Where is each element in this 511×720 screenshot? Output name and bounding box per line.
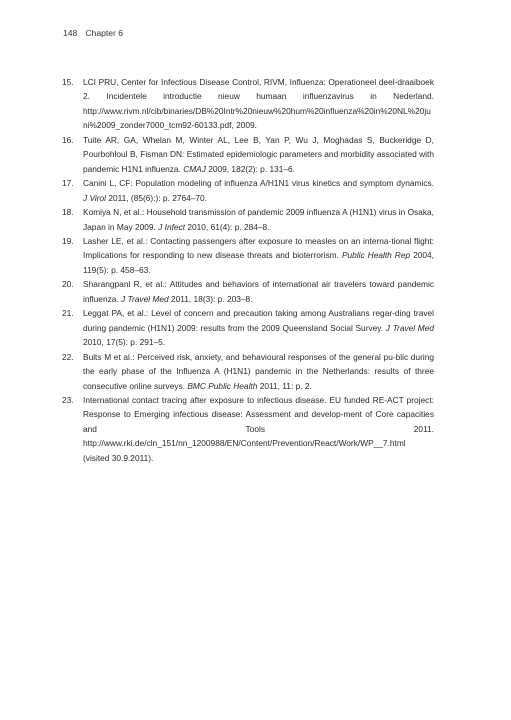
reference-volume: 2010, 17(5): p. 291–5.	[83, 337, 166, 348]
reference-item-17	[62, 176, 434, 205]
reference-item-23	[62, 393, 434, 465]
reference-item-20	[62, 277, 434, 306]
reference-item-19	[62, 234, 434, 277]
reference-text	[83, 350, 434, 393]
reference-journal: Public Health Rep	[341, 250, 411, 261]
reference-citation: Leggat PA, et al.: Level of concern and precaution taking among Australians regar-ding travel during pandemic (H1N1) 2009: results from the 2009 Queensland Social Survey.	[83, 308, 434, 333]
reference-item-16	[62, 133, 434, 176]
reference-text	[83, 133, 434, 176]
reference-volume: 2011, 11: p. 2.	[257, 380, 312, 391]
reference-citation: Komiya N, et al.: Household transmission of pandemic 2009 influenza A (H1N1) virus in Osaka, Japan in May 2009.	[83, 207, 434, 232]
reference-volume: 2010, 61(4): p. 284–8.	[185, 221, 270, 232]
reference-citation: Bults M et al.: Perceived risk, anxiety, and behavioural responses of the general pu-blic during the early phase of the Influenza A (H1N1) pandemic in the Netherlands: results of three consecutive online surveys.	[83, 351, 434, 391]
chapter-label: Chapter 6	[85, 28, 124, 38]
reference-journal: J Infect	[158, 221, 186, 232]
reference-item-22	[62, 350, 434, 393]
page-number: 148	[63, 28, 78, 38]
reference-number: 18.	[62, 207, 74, 218]
reference-journal: J Travel Med	[385, 322, 434, 333]
reference-item-15	[62, 75, 434, 133]
reference-number: 19.	[62, 235, 74, 246]
reference-citation: International contact tracing after exposure to infectious disease. EU funded RE-ACT project: Response to Emerging infectious disease: Assessment and develop-ment of Core capacities and Tools 2011. http://www.rki.de/cln_151/nn_1200988/EN/Content/Prevention/React/Work/WP__7.html (visited 30.9.2011).	[83, 394, 434, 463]
reference-number: 22.	[62, 351, 74, 362]
reference-number: 23.	[62, 394, 74, 405]
reference-list	[62, 75, 434, 465]
reference-number: 16.	[62, 134, 74, 145]
reference-journal: J Virol	[83, 192, 107, 203]
reference-number: 15.	[62, 77, 74, 87]
reference-citation: Sharangpani R, et al.: Attitudes and behaviors of international air travelers toward pandemic influenza.	[83, 279, 434, 304]
reference-text	[83, 234, 434, 277]
reference-number: 21.	[62, 308, 74, 319]
reference-text	[83, 176, 434, 205]
reference-number: 20.	[62, 279, 74, 290]
reference-journal: CMAJ	[183, 163, 206, 174]
running-header	[63, 28, 123, 38]
reference-text	[83, 277, 434, 306]
reference-volume: 2009, 182(2): p. 131–6.	[205, 163, 295, 174]
reference-journal: BMC Public Health	[187, 380, 258, 391]
reference-journal: J Travel Med	[121, 293, 169, 304]
reference-citation: LCI PRU, Center for Infectious Disease Control, RIVM, Influenza: Operationeel deel-draaiboek 2. Incidentele introductie nieuw humaan influenzavirus in Nederland. http://www.rivm.nl/cib/binaries/DB%20Intr%20nieuw%20hum%20influenza%20in%20NL%20juni%2009_zonder7000_tcm92-60133.pdf, 2009.	[83, 77, 434, 131]
reference-citation: Lasher LE, et al.: Contacting passengers after exposure to measles on an interna-tional flight: Implications for responding to new disease threats and bioterrorism.	[83, 235, 434, 261]
reference-text	[83, 393, 434, 465]
reference-number: 17.	[62, 178, 74, 189]
reference-volume: 2004, 119(5): p. 458–63.	[83, 250, 434, 275]
reference-volume: 2011, 18(3): p. 203–8.	[168, 293, 253, 304]
reference-text	[83, 306, 434, 349]
reference-item-18	[62, 205, 434, 234]
reference-text	[83, 205, 434, 234]
reference-citation: Canini L, CF: Population modeling of influenza A/H1N1 virus kinetics and symptom dynamics.	[83, 178, 434, 189]
reference-citation: Tuite AR, GA, Whelan M, Winter AL, Lee B, Yan P, Wu J, Moghadas S, Buckeridge D, Pourbohloul B, Fisman DN: Estimated epidemiologic parameters and morbidity associated with pandemic H1N1 influenza.	[83, 134, 434, 174]
reference-volume: 2011, (85(6):): p. 2764–70.	[106, 192, 207, 203]
reference-item-21	[62, 306, 434, 349]
reference-text	[83, 75, 434, 133]
